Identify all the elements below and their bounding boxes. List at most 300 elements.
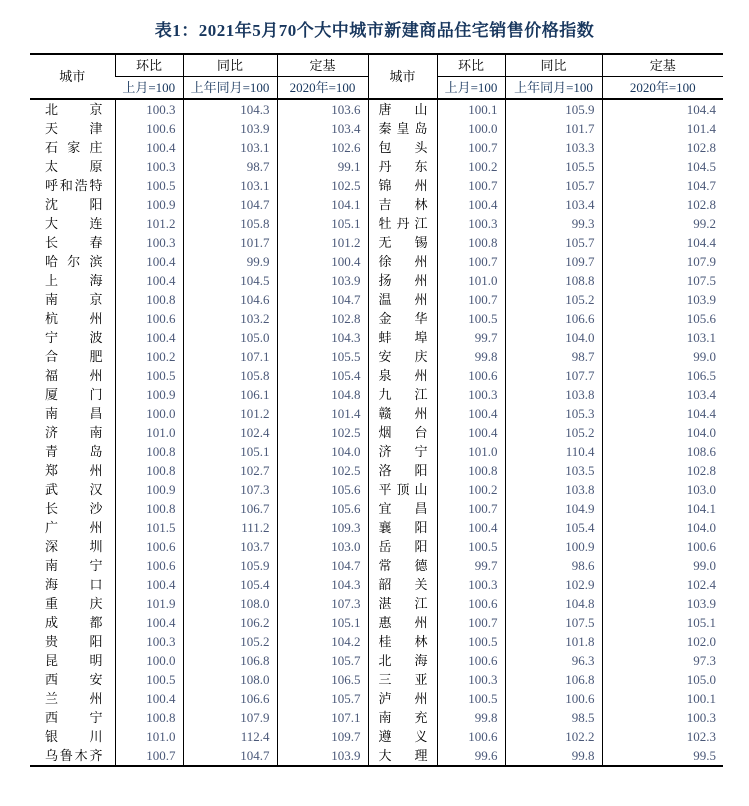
yoy-value: 105.2 xyxy=(183,632,277,651)
mom-value: 99.8 xyxy=(437,708,505,727)
table-row xyxy=(30,347,723,366)
col-header-mom-right: 环比 xyxy=(437,54,505,77)
mom-value: 100.8 xyxy=(115,499,183,518)
fixed-base-value: 105.6 xyxy=(277,480,368,499)
col-header-yoy-left: 同比 xyxy=(183,54,277,77)
mom-value: 100.3 xyxy=(437,385,505,404)
table-row xyxy=(30,594,723,613)
city-name: 南京 xyxy=(45,292,103,307)
city-name: 呼和浩特 xyxy=(45,178,103,193)
yoy-value: 105.7 xyxy=(505,233,602,252)
fixed-base-value: 109.7 xyxy=(277,727,368,746)
table-row xyxy=(30,119,723,138)
col-header-fixed-left: 定基 xyxy=(277,54,368,77)
mom-value: 100.4 xyxy=(115,689,183,708)
table-row xyxy=(30,309,723,328)
table-row xyxy=(30,252,723,271)
mom-value: 100.9 xyxy=(115,480,183,499)
city-name: 长春 xyxy=(45,235,103,250)
mom-value: 100.3 xyxy=(115,99,183,119)
col-header-city-left: 城市 xyxy=(30,54,115,99)
city-name: 遵义 xyxy=(368,727,437,746)
yoy-value: 106.6 xyxy=(183,689,277,708)
yoy-value: 105.8 xyxy=(183,366,277,385)
fixed-base-value: 104.0 xyxy=(602,423,723,442)
sub-header-fixed-base-left: 2020年=100 xyxy=(277,77,368,100)
table-body xyxy=(30,99,723,766)
fixed-base-value: 99.0 xyxy=(602,556,723,575)
fixed-base-value: 104.1 xyxy=(602,499,723,518)
yoy-value: 105.8 xyxy=(183,214,277,233)
fixed-base-value: 101.2 xyxy=(277,233,368,252)
city-name: 天津 xyxy=(45,121,103,136)
city-name: 郑州 xyxy=(45,463,103,478)
fixed-base-value: 105.0 xyxy=(602,670,723,689)
fixed-base-value: 103.9 xyxy=(277,271,368,290)
table-row xyxy=(30,575,723,594)
fixed-base-value: 104.8 xyxy=(277,385,368,404)
fixed-base-value: 103.4 xyxy=(277,119,368,138)
city-name: 南宁 xyxy=(45,558,103,573)
col-header-city-right: 城市 xyxy=(368,54,437,99)
table-row xyxy=(30,176,723,195)
city-name: 福州 xyxy=(45,368,103,383)
yoy-value: 104.3 xyxy=(183,99,277,119)
city-name: 太原 xyxy=(45,159,103,174)
mom-value: 100.4 xyxy=(115,613,183,632)
table-row xyxy=(30,99,723,119)
city-name: 锦州 xyxy=(368,176,437,195)
col-header-fixed-right: 定基 xyxy=(602,54,723,77)
table-row xyxy=(30,290,723,309)
mom-value: 100.2 xyxy=(115,347,183,366)
mom-value: 100.7 xyxy=(437,252,505,271)
fixed-base-value: 104.0 xyxy=(602,518,723,537)
city-name: 洛阳 xyxy=(368,461,437,480)
fixed-base-value: 104.1 xyxy=(277,195,368,214)
yoy-value: 103.7 xyxy=(183,537,277,556)
city-name: 昆明 xyxy=(45,653,103,668)
table-row xyxy=(30,613,723,632)
yoy-value: 102.4 xyxy=(183,423,277,442)
mom-value: 100.4 xyxy=(115,138,183,157)
fixed-base-value: 100.6 xyxy=(602,537,723,556)
yoy-value: 103.8 xyxy=(505,480,602,499)
city-name: 扬州 xyxy=(368,271,437,290)
city-name: 常德 xyxy=(368,556,437,575)
mom-value: 100.5 xyxy=(437,632,505,651)
table-row xyxy=(30,328,723,347)
city-name: 重庆 xyxy=(45,596,103,611)
city-name: 温州 xyxy=(368,290,437,309)
city-name: 九江 xyxy=(368,385,437,404)
fixed-base-value: 104.7 xyxy=(277,290,368,309)
city-name: 北海 xyxy=(368,651,437,670)
sub-header-yoy-base-right: 上年同月=100 xyxy=(505,77,602,100)
yoy-value: 108.8 xyxy=(505,271,602,290)
table-row xyxy=(30,423,723,442)
mom-value: 100.5 xyxy=(115,176,183,195)
city-name: 惠州 xyxy=(368,613,437,632)
fixed-base-value: 100.1 xyxy=(602,689,723,708)
city-name: 秦皇岛 xyxy=(368,119,437,138)
mom-value: 100.5 xyxy=(437,309,505,328)
yoy-value: 105.4 xyxy=(505,518,602,537)
fixed-base-value: 104.7 xyxy=(602,176,723,195)
mom-value: 100.8 xyxy=(437,233,505,252)
mom-value: 99.6 xyxy=(437,746,505,766)
city-name: 长沙 xyxy=(45,501,103,516)
yoy-value: 105.7 xyxy=(505,176,602,195)
col-header-yoy-right: 同比 xyxy=(505,54,602,77)
mom-value: 100.3 xyxy=(115,233,183,252)
city-name: 银川 xyxy=(45,729,103,744)
yoy-value: 110.4 xyxy=(505,442,602,461)
city-name: 宁波 xyxy=(45,330,103,345)
mom-value: 100.8 xyxy=(115,461,183,480)
city-name: 吉林 xyxy=(368,195,437,214)
city-name: 徐州 xyxy=(368,252,437,271)
yoy-value: 104.5 xyxy=(183,271,277,290)
fixed-base-value: 99.1 xyxy=(277,157,368,176)
fixed-base-value: 104.5 xyxy=(602,157,723,176)
mom-value: 101.0 xyxy=(115,423,183,442)
mom-value: 100.6 xyxy=(115,556,183,575)
col-header-mom-left: 环比 xyxy=(115,54,183,77)
yoy-value: 101.2 xyxy=(183,404,277,423)
fixed-base-value: 99.5 xyxy=(602,746,723,766)
mom-value: 99.7 xyxy=(437,328,505,347)
table-row xyxy=(30,746,723,766)
mom-value: 100.4 xyxy=(115,328,183,347)
fixed-base-value: 104.2 xyxy=(277,632,368,651)
fixed-base-value: 104.4 xyxy=(602,233,723,252)
table-row xyxy=(30,195,723,214)
mom-value: 100.2 xyxy=(437,480,505,499)
yoy-value: 111.2 xyxy=(183,518,277,537)
city-name: 泉州 xyxy=(368,366,437,385)
fixed-base-value: 103.9 xyxy=(602,290,723,309)
mom-value: 100.2 xyxy=(437,157,505,176)
mom-value: 100.8 xyxy=(115,708,183,727)
city-name: 赣州 xyxy=(368,404,437,423)
mom-value: 100.8 xyxy=(115,442,183,461)
city-name: 岳阳 xyxy=(368,537,437,556)
yoy-value: 104.9 xyxy=(505,499,602,518)
yoy-value: 101.8 xyxy=(505,632,602,651)
sub-header-yoy-base-left: 上年同月=100 xyxy=(183,77,277,100)
table-row xyxy=(30,651,723,670)
city-name: 金华 xyxy=(368,309,437,328)
yoy-value: 112.4 xyxy=(183,727,277,746)
fixed-base-value: 102.0 xyxy=(602,632,723,651)
fixed-base-value: 104.7 xyxy=(277,556,368,575)
table-row xyxy=(30,689,723,708)
yoy-value: 104.6 xyxy=(183,290,277,309)
fixed-base-value: 102.5 xyxy=(277,423,368,442)
fixed-base-value: 104.3 xyxy=(277,575,368,594)
fixed-base-value: 104.0 xyxy=(277,442,368,461)
yoy-value: 109.7 xyxy=(505,252,602,271)
city-name: 烟台 xyxy=(368,423,437,442)
yoy-value: 103.1 xyxy=(183,138,277,157)
mom-value: 101.0 xyxy=(437,442,505,461)
yoy-value: 105.0 xyxy=(183,328,277,347)
fixed-base-value: 107.3 xyxy=(277,594,368,613)
mom-value: 100.4 xyxy=(115,575,183,594)
yoy-value: 106.7 xyxy=(183,499,277,518)
yoy-value: 107.5 xyxy=(505,613,602,632)
mom-value: 100.3 xyxy=(115,157,183,176)
fixed-base-value: 105.7 xyxy=(277,651,368,670)
fixed-base-value: 100.3 xyxy=(602,708,723,727)
mom-value: 100.6 xyxy=(115,309,183,328)
yoy-value: 102.2 xyxy=(505,727,602,746)
mom-value: 100.4 xyxy=(437,195,505,214)
city-name: 兰州 xyxy=(45,691,103,706)
mom-value: 100.6 xyxy=(437,727,505,746)
mom-value: 100.4 xyxy=(437,423,505,442)
city-name: 平顶山 xyxy=(368,480,437,499)
city-name: 西宁 xyxy=(45,710,103,725)
city-name: 青岛 xyxy=(45,444,103,459)
mom-value: 100.3 xyxy=(437,575,505,594)
fixed-base-value: 108.6 xyxy=(602,442,723,461)
fixed-base-value: 105.4 xyxy=(277,366,368,385)
fixed-base-value: 102.8 xyxy=(602,461,723,480)
fixed-base-value: 103.1 xyxy=(602,328,723,347)
mom-value: 100.4 xyxy=(115,252,183,271)
city-name: 济南 xyxy=(45,425,103,440)
yoy-value: 96.3 xyxy=(505,651,602,670)
fixed-base-value: 99.2 xyxy=(602,214,723,233)
mom-value: 101.2 xyxy=(115,214,183,233)
city-name: 宜昌 xyxy=(368,499,437,518)
table-row xyxy=(30,233,723,252)
yoy-value: 105.9 xyxy=(505,99,602,119)
yoy-value: 106.1 xyxy=(183,385,277,404)
city-name: 唐山 xyxy=(368,99,437,119)
fixed-base-value: 107.5 xyxy=(602,271,723,290)
yoy-value: 108.0 xyxy=(183,670,277,689)
fixed-base-value: 107.9 xyxy=(602,252,723,271)
mom-value: 99.8 xyxy=(437,347,505,366)
mom-value: 100.8 xyxy=(115,290,183,309)
table-row xyxy=(30,214,723,233)
fixed-base-value: 102.3 xyxy=(602,727,723,746)
yoy-value: 103.9 xyxy=(183,119,277,138)
table-row xyxy=(30,442,723,461)
yoy-value: 104.7 xyxy=(183,195,277,214)
yoy-value: 102.7 xyxy=(183,461,277,480)
yoy-value: 103.5 xyxy=(505,461,602,480)
mom-value: 101.0 xyxy=(115,727,183,746)
table-row xyxy=(30,708,723,727)
table-header xyxy=(30,54,723,99)
mom-value: 100.0 xyxy=(115,404,183,423)
yoy-value: 98.6 xyxy=(505,556,602,575)
yoy-value: 103.3 xyxy=(505,138,602,157)
yoy-value: 98.7 xyxy=(183,157,277,176)
fixed-base-value: 99.0 xyxy=(602,347,723,366)
sub-header-mom-base-right: 上月=100 xyxy=(437,77,505,100)
yoy-value: 105.3 xyxy=(505,404,602,423)
city-name: 武汉 xyxy=(45,482,103,497)
fixed-base-value: 102.4 xyxy=(602,575,723,594)
city-name: 安庆 xyxy=(368,347,437,366)
mom-value: 100.8 xyxy=(437,461,505,480)
yoy-value: 108.0 xyxy=(183,594,277,613)
yoy-value: 103.2 xyxy=(183,309,277,328)
fixed-base-value: 103.6 xyxy=(277,99,368,119)
city-name: 无锡 xyxy=(368,233,437,252)
table-row xyxy=(30,556,723,575)
city-name: 哈尔滨 xyxy=(45,254,103,269)
yoy-value: 104.8 xyxy=(505,594,602,613)
fixed-base-value: 103.0 xyxy=(602,480,723,499)
sub-header-mom-base-left: 上月=100 xyxy=(115,77,183,100)
yoy-value: 107.1 xyxy=(183,347,277,366)
fixed-base-value: 102.5 xyxy=(277,176,368,195)
mom-value: 100.5 xyxy=(115,670,183,689)
mom-value: 100.5 xyxy=(437,689,505,708)
yoy-value: 106.8 xyxy=(183,651,277,670)
city-name: 上海 xyxy=(45,273,103,288)
city-name: 沈阳 xyxy=(45,197,103,212)
mom-value: 100.4 xyxy=(437,518,505,537)
fixed-base-value: 100.4 xyxy=(277,252,368,271)
table-row xyxy=(30,404,723,423)
yoy-value: 100.6 xyxy=(505,689,602,708)
city-name: 包头 xyxy=(368,138,437,157)
mom-value: 100.6 xyxy=(437,594,505,613)
fixed-base-value: 102.6 xyxy=(277,138,368,157)
mom-value: 100.7 xyxy=(437,176,505,195)
city-name: 济宁 xyxy=(368,442,437,461)
yoy-value: 103.1 xyxy=(183,176,277,195)
city-name: 蚌埠 xyxy=(368,328,437,347)
city-name: 湛江 xyxy=(368,594,437,613)
table-row xyxy=(30,385,723,404)
city-name: 厦门 xyxy=(45,387,103,402)
mom-value: 100.0 xyxy=(115,651,183,670)
city-name: 石家庄 xyxy=(45,140,103,155)
table-row xyxy=(30,727,723,746)
city-name: 大理 xyxy=(368,746,437,766)
table-row xyxy=(30,157,723,176)
sub-header-fixed-base-right: 2020年=100 xyxy=(602,77,723,100)
yoy-value: 100.9 xyxy=(505,537,602,556)
fixed-base-value: 103.9 xyxy=(602,594,723,613)
yoy-value: 105.2 xyxy=(505,423,602,442)
yoy-value: 105.9 xyxy=(183,556,277,575)
mom-value: 100.5 xyxy=(115,366,183,385)
mom-value: 100.7 xyxy=(437,138,505,157)
yoy-value: 99.8 xyxy=(505,746,602,766)
city-name: 南充 xyxy=(368,708,437,727)
fixed-base-value: 105.6 xyxy=(277,499,368,518)
yoy-value: 105.4 xyxy=(183,575,277,594)
yoy-value: 105.2 xyxy=(505,290,602,309)
yoy-value: 99.3 xyxy=(505,214,602,233)
city-name: 三亚 xyxy=(368,670,437,689)
city-name: 大连 xyxy=(45,216,103,231)
city-name: 北京 xyxy=(45,102,103,117)
mom-value: 100.7 xyxy=(437,499,505,518)
city-name: 海口 xyxy=(45,577,103,592)
table-row xyxy=(30,518,723,537)
yoy-value: 105.1 xyxy=(183,442,277,461)
table-row xyxy=(30,537,723,556)
mom-value: 100.6 xyxy=(115,119,183,138)
mom-value: 100.5 xyxy=(437,537,505,556)
mom-value: 101.5 xyxy=(115,518,183,537)
fixed-base-value: 109.3 xyxy=(277,518,368,537)
city-name: 南昌 xyxy=(45,406,103,421)
mom-value: 100.6 xyxy=(115,537,183,556)
city-name: 成都 xyxy=(45,615,103,630)
city-name: 牡丹江 xyxy=(368,214,437,233)
yoy-value: 104.0 xyxy=(505,328,602,347)
yoy-value: 107.3 xyxy=(183,480,277,499)
fixed-base-value: 105.1 xyxy=(277,613,368,632)
city-name: 西安 xyxy=(45,672,103,687)
table-row xyxy=(30,632,723,651)
price-index-table xyxy=(30,53,723,767)
fixed-base-value: 105.5 xyxy=(277,347,368,366)
table-row xyxy=(30,480,723,499)
city-name: 桂林 xyxy=(368,632,437,651)
fixed-base-value: 102.8 xyxy=(602,195,723,214)
table-row xyxy=(30,271,723,290)
fixed-base-value: 105.1 xyxy=(602,613,723,632)
fixed-base-value: 105.1 xyxy=(277,214,368,233)
mom-value: 100.1 xyxy=(437,99,505,119)
mom-value: 100.4 xyxy=(115,271,183,290)
yoy-value: 101.7 xyxy=(505,119,602,138)
fixed-base-value: 103.0 xyxy=(277,537,368,556)
mom-value: 100.4 xyxy=(437,404,505,423)
mom-value: 100.9 xyxy=(115,195,183,214)
fixed-base-value: 107.1 xyxy=(277,708,368,727)
mom-value: 100.9 xyxy=(115,385,183,404)
mom-value: 100.7 xyxy=(437,290,505,309)
mom-value: 100.0 xyxy=(437,119,505,138)
city-name: 广州 xyxy=(45,520,103,535)
yoy-value: 103.4 xyxy=(505,195,602,214)
fixed-base-value: 104.4 xyxy=(602,99,723,119)
yoy-value: 98.5 xyxy=(505,708,602,727)
fixed-base-value: 101.4 xyxy=(277,404,368,423)
mom-value: 100.7 xyxy=(115,746,183,766)
fixed-base-value: 101.4 xyxy=(602,119,723,138)
city-name: 丹东 xyxy=(368,157,437,176)
fixed-base-value: 97.3 xyxy=(602,651,723,670)
city-name: 韶关 xyxy=(368,575,437,594)
city-name: 杭州 xyxy=(45,311,103,326)
yoy-value: 106.2 xyxy=(183,613,277,632)
yoy-value: 99.9 xyxy=(183,252,277,271)
yoy-value: 98.7 xyxy=(505,347,602,366)
yoy-value: 103.8 xyxy=(505,385,602,404)
fixed-base-value: 106.5 xyxy=(602,366,723,385)
yoy-value: 107.9 xyxy=(183,708,277,727)
fixed-base-value: 105.7 xyxy=(277,689,368,708)
fixed-base-value: 104.4 xyxy=(602,404,723,423)
mom-value: 100.3 xyxy=(437,214,505,233)
mom-value: 100.3 xyxy=(115,632,183,651)
mom-value: 101.0 xyxy=(437,271,505,290)
